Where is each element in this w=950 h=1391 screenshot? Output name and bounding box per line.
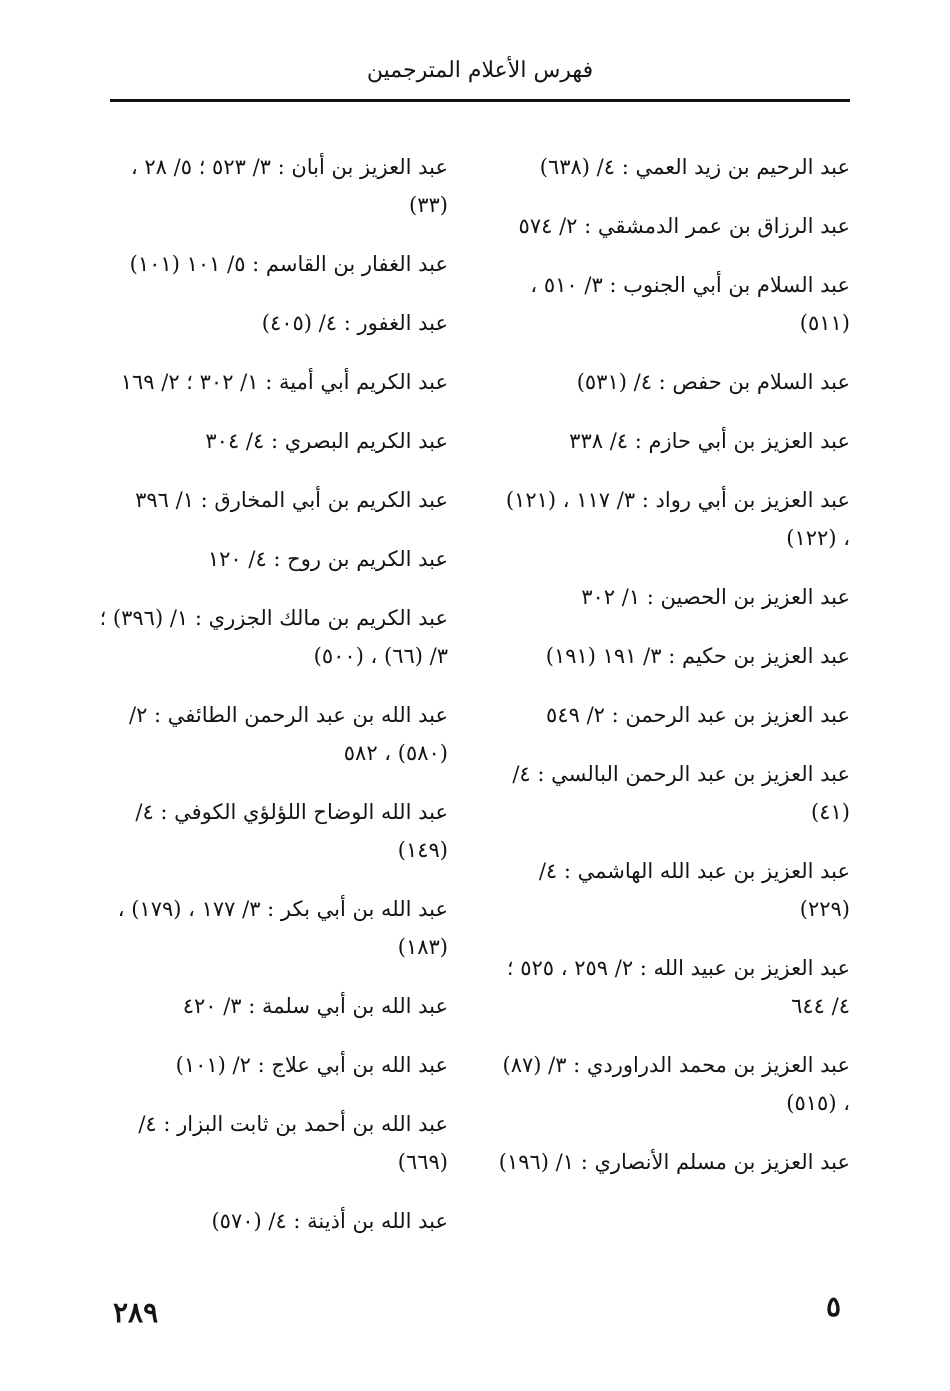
index-entry: عبد الكريم أبي أمية : ١/ ٣٠٢ ؛ ٢/ ١٦٩ bbox=[120, 370, 448, 394]
index-entry: عبد الله بن أبي علاج : ٢/ (١٠١) bbox=[175, 1053, 448, 1077]
index-entry: عبد العزيز بن أبي رواد : ٣/ ١١٧ ، (١٢١) ، (١٢٢) bbox=[505, 488, 850, 550]
page-header-title: فهرس الأعلام المترجمين bbox=[366, 58, 594, 83]
index-entry: عبد العزيز بن محمد الدراوردي : ٣/ (٨٧) ، (٥١٥) bbox=[502, 1053, 850, 1115]
index-entry: عبد الغفور : ٤/ (٤٠٥) bbox=[261, 311, 448, 335]
right-column bbox=[495, 148, 850, 1181]
page-number: ٢٨٩ bbox=[113, 1296, 159, 1329]
index-entry: عبد الرزاق بن عمر الدمشقي : ٢/ ٥٧٤ bbox=[518, 214, 850, 238]
index-entry: عبد الله بن أبي سلمة : ٣/ ٤٢٠ bbox=[182, 994, 448, 1018]
index-entry: عبد العزيز بن عبد الله الهاشمي : ٤/ (٢٢٩) bbox=[538, 859, 850, 921]
index-entry: عبد السلام بن أبي الجنوب : ٣/ ٥١٠ ، (٥١١) bbox=[530, 273, 850, 335]
index-entry: عبد العزيز بن حكيم : ٣/ ١٩١ (١٩١) bbox=[545, 644, 850, 668]
index-entry: عبد الله بن عبد الرحمن الطائفي : ٢/ (٥٨٠) ، ٥٨٢ bbox=[129, 703, 448, 765]
index-entry: عبد العزيز بن أبان : ٣/ ٥٢٣ ؛ ٥/ ٢٨ ، (٣٣) bbox=[130, 155, 448, 217]
volume-number: ٥ bbox=[826, 1290, 842, 1323]
index-entry: عبد الكريم بن أبي المخارق : ١/ ٣٩٦ bbox=[135, 488, 448, 512]
index-entry: عبد الله بن أبي بكر : ٣/ ١٧٧ ، (١٧٩) ، (١٨٣) bbox=[117, 897, 448, 959]
header-rule bbox=[110, 99, 850, 102]
index-entry: عبد العزيز بن مسلم الأنصاري : ١/ (١٩٦) bbox=[498, 1150, 850, 1174]
index-entry: عبد الله الوضاح اللؤلؤي الكوفي : ٤/ (١٤٩) bbox=[135, 800, 448, 862]
index-entry: عبد الكريم بن مالك الجزري : ١/ (٣٩٦) ؛ ٣/ (٦٦) ، (٥٠٠) bbox=[99, 606, 448, 668]
index-entry: عبد الرحيم بن زيد العمي : ٤/ (٦٣٨) bbox=[539, 155, 850, 179]
index-entry: عبد العزيز بن عبد الرحمن : ٢/ ٥٤٩ bbox=[546, 703, 850, 727]
index-entry: عبد السلام بن حفص : ٤/ (٥٣١) bbox=[576, 370, 850, 394]
index-entry: عبد الكريم البصري : ٤/ ٣٠٤ bbox=[205, 429, 448, 453]
index-entry: عبد الله بن أحمد بن ثابت البزار : ٤/ (٦٦٩) bbox=[138, 1112, 448, 1174]
left-column bbox=[93, 148, 448, 1240]
index-entry: عبد العزيز بن عبد الرحمن البالسي : ٤/ (٤١) bbox=[512, 762, 850, 824]
index-entry: عبد الله بن أذينة : ٤/ (٥٧٠) bbox=[211, 1209, 448, 1233]
index-entry: عبد الغفار بن القاسم : ٥/ ١٠١ (١٠١) bbox=[129, 252, 448, 276]
index-entry: عبد العزيز بن أبي حازم : ٤/ ٣٣٨ bbox=[569, 429, 850, 453]
index-entry: عبد العزيز بن عبيد الله : ٢/ ٢٥٩ ، ٥٢٥ ؛ ٤/ ٦٤٤ bbox=[506, 956, 850, 1018]
index-entry: عبد العزيز بن الحصين : ١/ ٣٠٢ bbox=[581, 585, 850, 609]
index-entry: عبد الكريم بن روح : ٤/ ١٢٠ bbox=[207, 547, 448, 571]
